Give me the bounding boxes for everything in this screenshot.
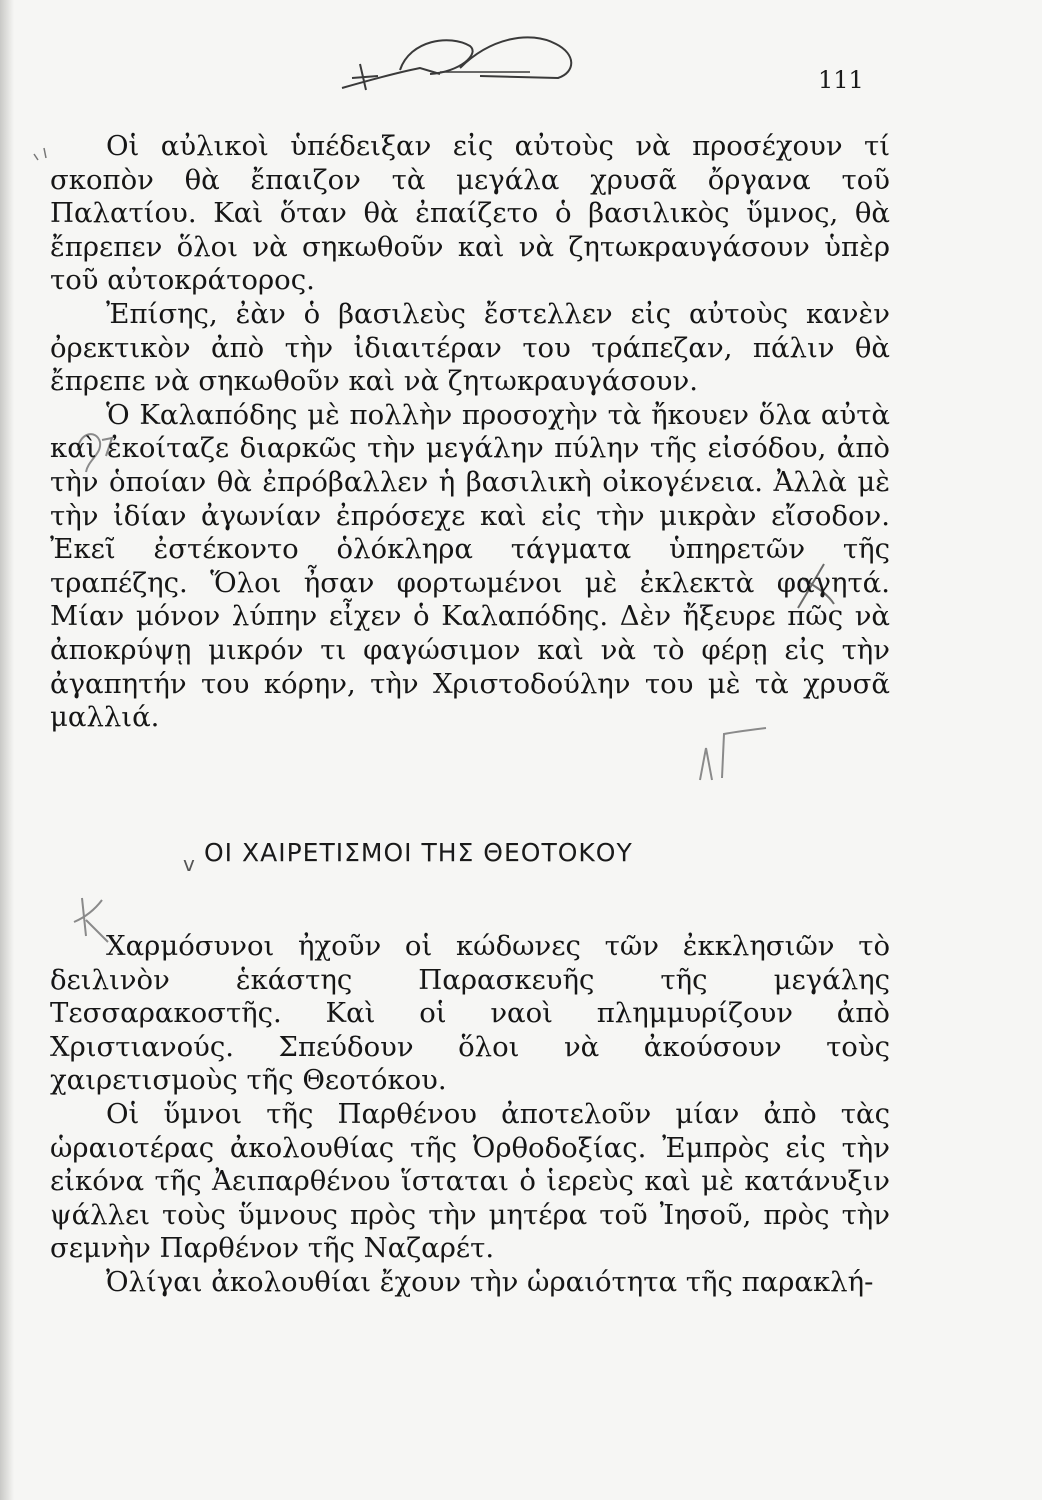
handwritten-scribble	[330, 20, 590, 100]
pencil-annotation	[694, 726, 784, 786]
check-mark: v	[183, 852, 195, 876]
paragraph: Οἱ ὕμνοι τῆς Παρθένου ἀποτελοῦν μίαν ἀπὸ τὰς ὡραιοτέρας ἀκολουθίας τῆς Ὀρθοδοξίας. Ἐμπρὸς εἰς τὴν εἰκόνα τῆς Ἀειπαρθένου ἵσταται ὁ ἱερεὺς καὶ μὲ κατάνυξιν ψάλλει τοὺς ὕμνους πρὸς τὴν μητέρα τοῦ Ἰησοῦ, πρὸς τὴν σεμνὴν Παρθένον τῆς Ναζαρέτ.	[50, 1097, 890, 1265]
page-gutter-shadow	[0, 0, 14, 1500]
page-number: 111	[818, 66, 864, 94]
paragraph: Οἱ αὐλικοὶ ὑπέδειξαν εἰς αὐτοὺς νὰ προσέχουν τί σκοπὸν θὰ ἔπαιζον τὰ μεγάλα χρυσᾶ ὄργανα τοῦ Παλατίου. Καὶ ὅταν θὰ ἐπαίζετο ὁ βασιλικὸς ὕμνος, θὰ ἔπρεπεν ὅλοι νὰ σηκωθοῦν καὶ νὰ ζητωκραυγάσουν ὑπὲρ τοῦ αὐτοκράτορος.	[50, 130, 890, 297]
text-section-2	[50, 930, 890, 1300]
paragraph: Ἐπίσης, ἐὰν ὁ βασιλεὺς ἔστελλεν εἰς αὐτοὺς κανὲν ὀρεκτικὸν ἀπὸ τὴν ἰδιαιτέραν του τράπεζαν, πάλιν θὰ ἔπρεπε νὰ σηκωθοῦν καὶ νὰ ζητωκραυγάσουν.	[50, 297, 890, 398]
paragraph: Χαρμόσυνοι ἠχοῦν οἱ κώδωνες τῶν ἐκκλησιῶν τὸ δειλινὸν ἑκάστης Παρασκευῆς τῆς μεγάλης Τεσσαρακοστῆς. Καὶ οἱ ναοὶ πλημμυρίζουν ἀπὸ Χριστιανούς. Σπεύδουν ὅλοι νὰ ἀκούσουν τοὺς χαιρετισμοὺς τῆς Θεοτόκου.	[50, 930, 890, 1097]
text-section-1	[50, 130, 890, 735]
chapter-heading: ΟΙ ΧΑΙΡΕΤΙΣΜΟΙ ΤΗΣ ΘΕΟΤΟΚΟΥ	[204, 838, 633, 867]
paragraph: Ὁ Καλαπόδης μὲ πολλὴν προσοχὴν τὰ ἤκουεν ὅλα αὐτὰ καὶ ἐκοίταζε διαρκῶς τὴν μεγάλην πύλην τῆς εἰσόδου, ἀπὸ τὴν ὁποίαν θὰ ἐπρόβαλλεν ἡ βασιλικὴ οἰκογένεια. Ἀλλὰ μὲ τὴν ἰδίαν ἀγωνίαν ἐπρόσεχε καὶ εἰς τὴν μικρὰν εἴσοδον. Ἐκεῖ ἐστέκοντο ὁλόκληρα τάγματα ὑπηρετῶν τῆς τραπέζης. Ὅλοι ἦσαν φορτωμένοι μὲ ἐκλεκτὰ φαγητά. Μίαν μόνον λύπην εἶχεν ὁ Καλαπόδης. Δὲν ἤξευρε πῶς νὰ ἀποκρύψῃ μικρόν τι φαγώσιμον καὶ νὰ τὸ φέρῃ εἰς τὴν ἀγαπητήν του κόρην, τὴν Χριστοδούλην του μὲ τὰ χρυσᾶ μαλλιά.	[50, 398, 890, 734]
paragraph: Ὀλίγαι ἀκολουθίαι ἔχουν τὴν ὡραιότητα τῆς παρακλή-	[106, 1265, 874, 1298]
